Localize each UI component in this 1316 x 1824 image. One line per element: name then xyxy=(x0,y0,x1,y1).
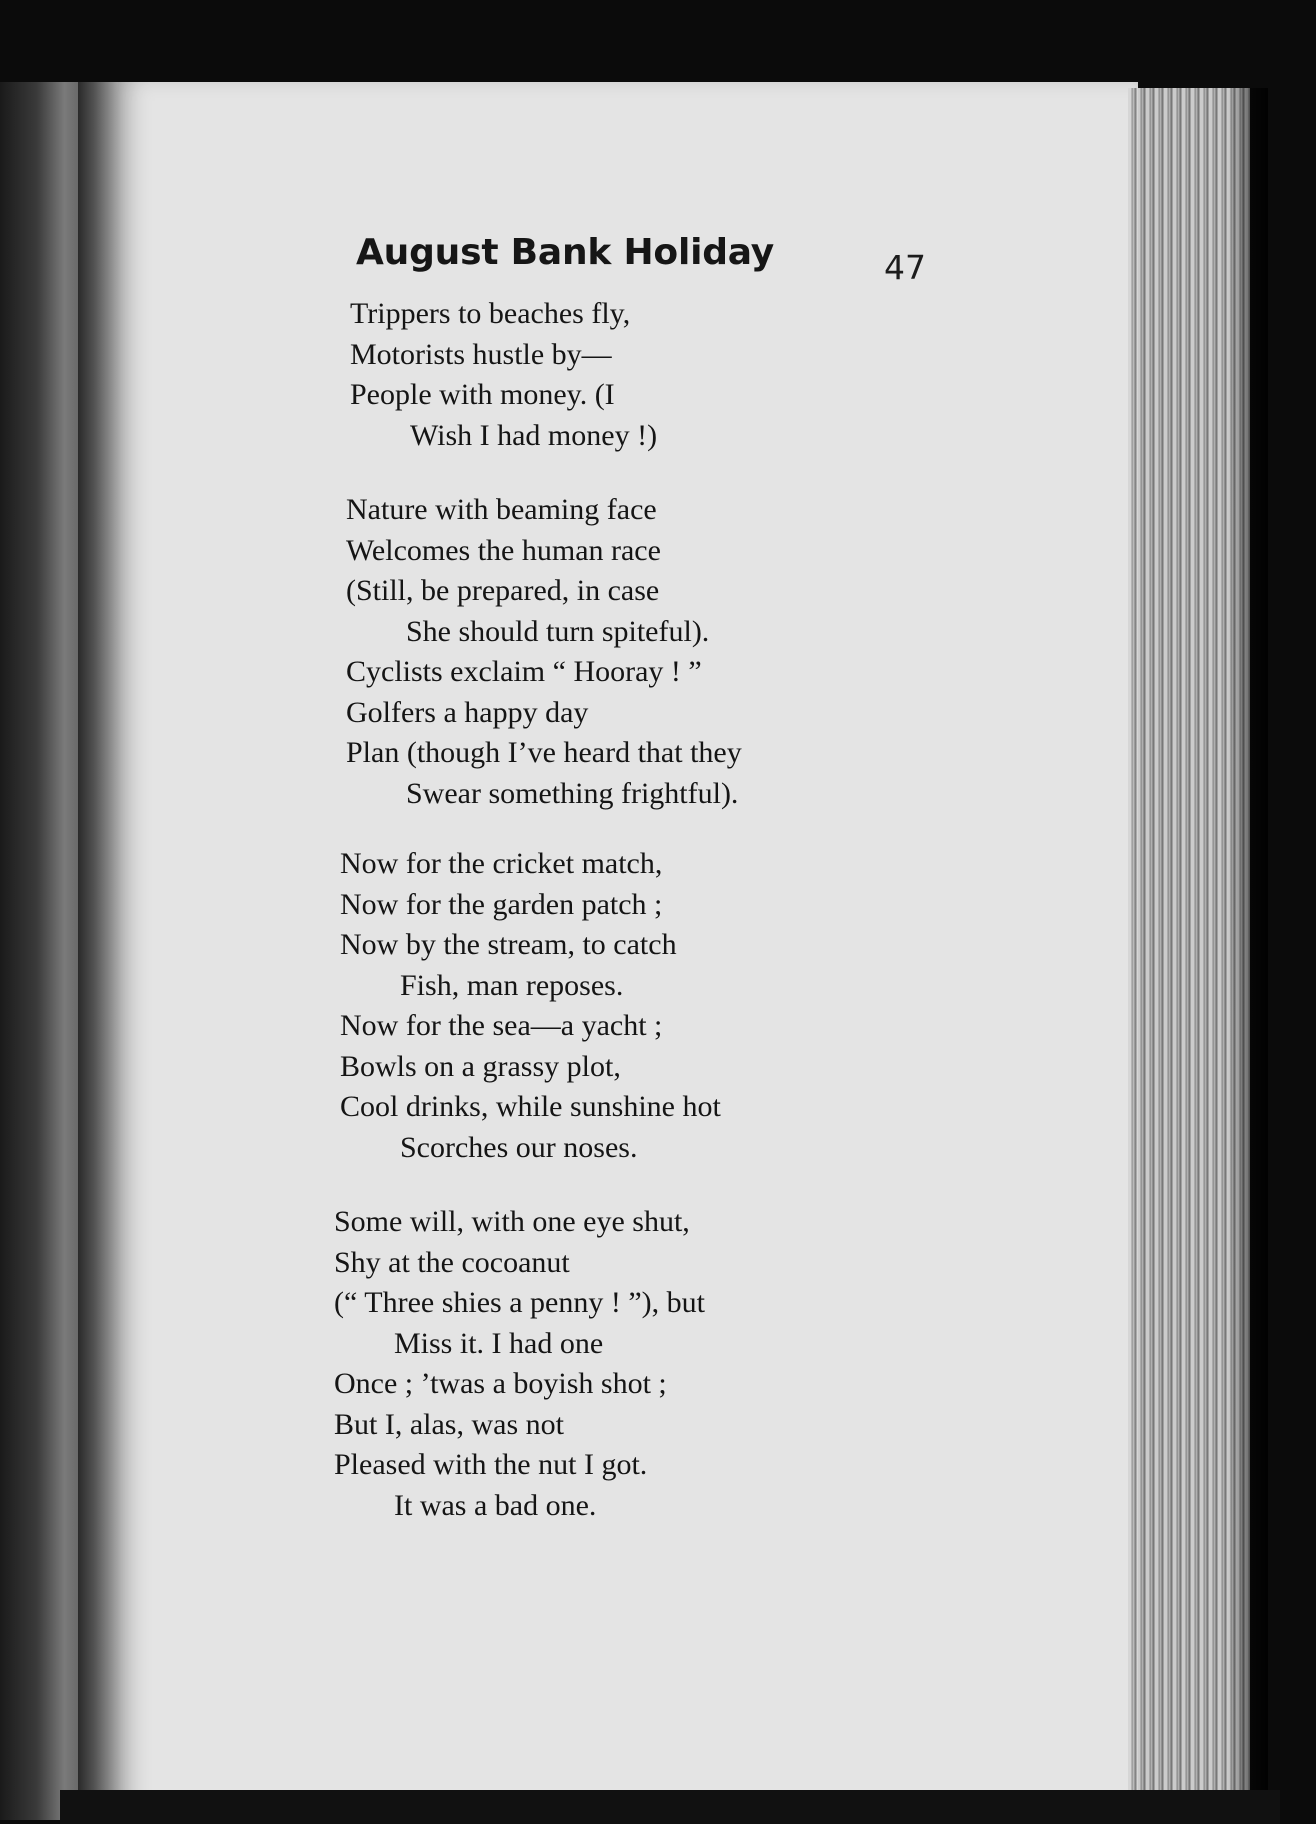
poem-line: People with money. (I xyxy=(350,378,615,411)
scan-bottom-edge xyxy=(60,1790,1280,1824)
poem-line: Motorists hustle by— xyxy=(350,337,612,371)
stanza-2 xyxy=(346,490,742,814)
poem-line: Nature with beaming face xyxy=(346,493,657,526)
poem-line: Wish I had money !) xyxy=(410,418,658,452)
poem-line: (Still, be prepared, in case xyxy=(346,574,660,607)
poem-line: Trippers to beaches fly, xyxy=(350,297,631,330)
poem-line: Once ; ’twas a boyish shot ; xyxy=(334,1367,667,1400)
poem-line: Now for the sea—a yacht ; xyxy=(340,1009,663,1042)
poem-line: It was a bad one. xyxy=(394,1488,597,1522)
poem-line: But I, alas, was not xyxy=(334,1407,564,1441)
poem-line: Shy at the cocoanut xyxy=(334,1245,570,1279)
poem-line: Golfers a happy day xyxy=(346,695,589,729)
poem-line: Some will, with one eye shut, xyxy=(334,1205,690,1238)
poem-line: Bowls on a grassy plot, xyxy=(340,1049,621,1083)
poem-line: (“ Three shies a penny ! ”), but xyxy=(334,1286,705,1319)
running-head: August Bank Holiday xyxy=(356,232,775,273)
fore-edge-shadow xyxy=(1228,88,1268,1816)
poem-line: Scorches our noses. xyxy=(400,1130,638,1164)
poem-line: Swear something frightful). xyxy=(406,776,739,810)
stanza-3 xyxy=(340,844,721,1168)
page-number: 47 xyxy=(884,248,926,287)
poem-line: Cool drinks, while sunshine hot xyxy=(340,1090,721,1123)
poem-line: Pleased with the nut I got. xyxy=(334,1448,648,1481)
poem-line: Now for the cricket match, xyxy=(340,847,663,880)
poem-line: Welcomes the human race xyxy=(346,533,661,567)
poem-line: Cyclists exclaim “ Hooray ! ” xyxy=(346,655,702,688)
poem-line: Plan (though I’ve heard that they xyxy=(346,736,742,769)
stanza-1 xyxy=(350,294,657,456)
poem-line: Now by the stream, to catch xyxy=(340,928,677,961)
poem-line: Fish, man reposes. xyxy=(400,968,624,1002)
poem-line: Miss it. I had one xyxy=(394,1326,604,1360)
poem-line: She should turn spiteful). xyxy=(406,614,710,648)
stanza-4 xyxy=(334,1202,705,1526)
poem-line: Now for the garden patch ; xyxy=(340,887,663,921)
